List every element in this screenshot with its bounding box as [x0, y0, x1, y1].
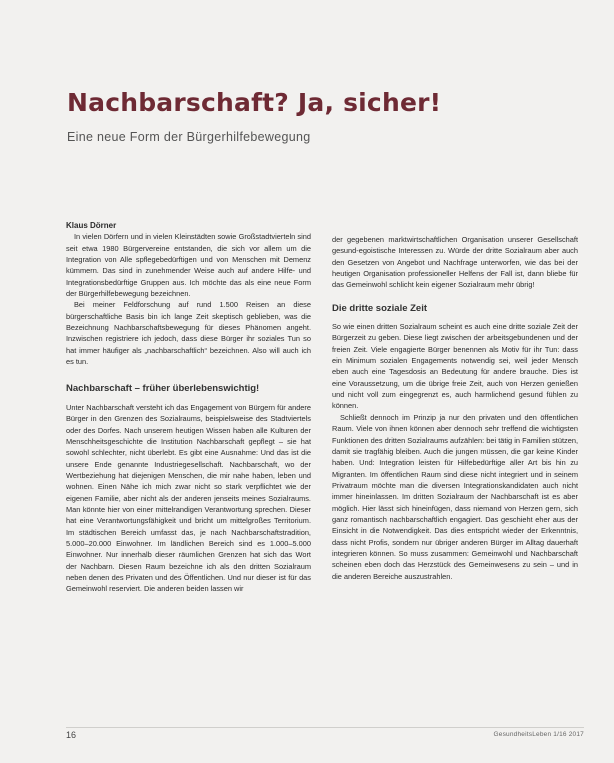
magazine-name: GesundheitsLeben 1/16 2017 — [493, 731, 584, 738]
author-name: Klaus Dörner — [66, 221, 117, 230]
footer-divider — [66, 727, 584, 728]
right-intro-paragraph-1: der gegebenen marktwirtschaftlichen Organisation unserer Gesellschaft gesund-egoistische Interessen zu. Würde der dritte Sozialraum aber auch den Gesetzen von Angebot und Nachfrage unterworfen, wie das bei der heutigen Organisation professioneller Helfens der Fall ist, dann bliebe für das Gemeinwohl schlicht kein eigener Sozialraum mehr übrig! — [332, 235, 578, 290]
left-intro-paragraph-1: In vielen Dörfern und in vielen Kleinstädten sowie Großstadtvierteln sind seit etwa 1980 Bürgervereine entstanden, die sich vor allem um die Integration von Alle spflegebedürftigen und von Menschen mit Demenz kümmern. Das sind in zunehmender Weise auch auf andere Hilfe- und Integrationsbedürftige Gruppen aus. Ich möchte das als eine neue Form der Bürgerhilfebewegung bezeichnen. — [66, 232, 311, 299]
article-subtitle: Eine neue Form der Bürgerhilfebewegung — [67, 130, 311, 144]
left-body-paragraph-1: Unter Nachbarschaft versteht ich das Engagement von Bürgern für andere Bürger in den Grenzen des Sozialraums, beispielsweise des Stadtviertels oder des Dorfes. Nach unserem heutigen Wissen haben alle Kulturen der Menschheitsgeschichte die Institution Nachbarschaft gepflegt – sie hat sowohl schlechter, nicht überlebt. Es gibt eine Ausnahme: Und das ist die unsere Ende genannte Industriegesellschaft. Nachbarschaft, wo der Wertbeziehung hat diejenigen Menschen, die mir nahe haben, leben und wohnen. Einen Nähe ich mich zwar nicht so stark verpflichtet wie der eigenen Familie, aber nicht als der anderen jenseits meines Sozialraums. Man könnte hier von einer mittelrandigen Verantwortung sprechen. Dieser hat eine Verantwortungsfähigkeit und bricht um mittelgroßes Territorium. Im städtischen Bereich umfasst das, je nach Nachbarschaftstradition, 5.000–20.000 Einwohner. Im ländlichen Bereich sind es 1.000–5.000 Einwohner. Nur innerhalb dieser räumlichen Grenzen hat sich das Wort der Nachbarn. Diesen Raum bezeichne ich als den dritten Sozialraum neben denen des Privaten und des Öffentlichen. Und nur dieser ist für das Gemeinwohl reserviert. Die anderen beiden lassen wir — [66, 402, 311, 594]
page-number: 16 — [66, 730, 77, 740]
article-title: Nachbarschaft? Ja, sicher! — [67, 88, 442, 117]
right-column — [332, 234, 578, 582]
right-body-paragraph-1: So wie einen dritten Sozialraum scheint es auch eine dritte soziale Zeit der Bürgerzeit zu geben. Diese liegt zwischen der arbeitsgebundenen und der freien Zeit. Viele engagierte Bürger benennen als Motiv für ihr Tun: dass ein Minimum sozialen Engagements notwendig sei, weil jeder Mensch eben auch eine Tagesdosis an Bedeutung für andere brauche. Dies ist eine Voraussetzung, um die übrige freie Zeit, auch von Herzen genießen und nicht voll zum eingegrenzt es, auch harmlichend gesund fühlen zu können. — [332, 322, 578, 411]
right-body-paragraph-2: Schließt dennoch im Prinzip ja nur den privaten und den öffentlichen Raum. Viele von ihnen können aber dennoch sehr treffend die wichtigsten Funktionen des dritten Sozialraums aufzählen: bei tätig in Familien stützen, damit sie tragfähig bleiben. Auch die jungen müssen, die gar keine Kinder haben. Und: Integration leisten für Hilfebedürftige aller Art bis hin zu Migranten. Im öffentlichen Raum sind diese nicht integriert und in seinem Privatraum möchte man die diversen Integrationskandidaten auch nicht immer hineinlassen. Im dritten Sozialraum der Nachbarschaft ist es aber möglich. Hier lässt sich hineinfügen, dass niemand von Herzen gern, sich ganz romantisch nachbarschaftlich engagiert. Das geschieht eher aus der Einsicht in die Notwendigkeit. Das dies entspricht wieder der Erkenntnis, dass nicht Profis, sondern nur übriger anderen Bürger im Alltag dauerhaft integrieren können. So muss zusammen: Gemeinwohl und Nachbarschaft scheinen eben doch das Herzstück des Gemeinwesens zu sein – und in die anderen Bereiche auszustrahlen. — [332, 412, 578, 581]
section-heading-dritte-zeit: Die dritte soziale Zeit — [332, 302, 428, 314]
left-column — [66, 220, 311, 595]
section-heading-nachbarschaft: Nachbarschaft – früher überlebenswichtig! — [66, 383, 260, 395]
left-intro-paragraph-2: Bei meiner Feldforschung auf rund 1.500 Reisen an diese bürgerschaftliche Basis bin ich lange Zeit skeptisch geblieben, was die Bezeichnung Nachbarschaftsbewegung für dieses Phänomen angeht. Inzwischen registriere ich jedoch, dass diese Bürger ihr soziales Tun so hat immer häufiger als „nachbarschaftlich“ bezeichnen. Also will auch ich es tun. — [66, 300, 311, 367]
